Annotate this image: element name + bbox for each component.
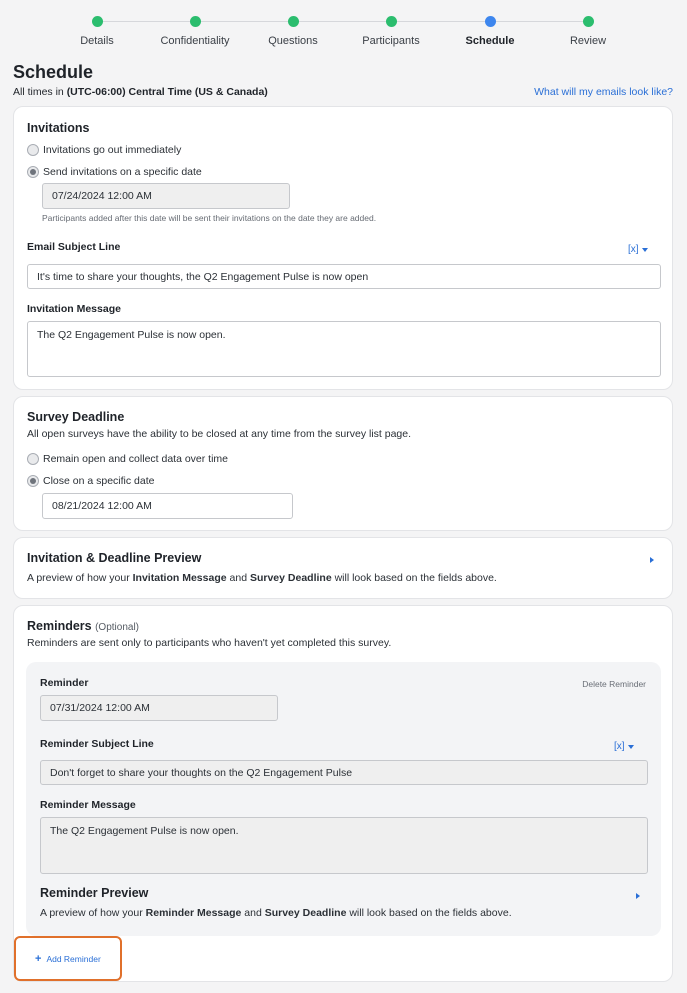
caret-down-icon — [642, 248, 648, 252]
invitation-message-label: Invitation Message — [27, 303, 121, 315]
timezone-value: (UTC-06:00) Central Time (US & Canada) — [66, 86, 268, 98]
email-subject-label: Email Subject Line — [27, 241, 121, 253]
radio-label: Remain open and collect data over time — [43, 453, 229, 465]
reminder-panel — [26, 662, 661, 936]
step-complete-dot — [386, 16, 397, 27]
invitation-deadline-preview-card[interactable] — [13, 537, 673, 599]
invitations-card — [13, 106, 673, 390]
step-participants[interactable] — [336, 16, 446, 47]
preview-desc-bold: Survey Deadline — [264, 907, 347, 919]
variable-icon: [x] — [628, 244, 639, 255]
optional-tag: (Optional) — [95, 622, 139, 633]
radio-close-specific-date[interactable] — [27, 475, 154, 487]
radio-button[interactable] — [27, 144, 39, 156]
preview-desc-text: A preview of how your — [27, 572, 133, 584]
preview-desc-text: and — [241, 907, 265, 919]
chevron-right-icon[interactable] — [650, 557, 654, 563]
survey-deadline-title: Survey Deadline — [27, 410, 125, 424]
preview-desc-text: and — [226, 572, 250, 584]
reminders-card — [13, 605, 673, 982]
preview-desc-bold: Reminder Message — [145, 907, 242, 919]
chevron-right-icon[interactable] — [636, 893, 640, 899]
page-title: Schedule — [13, 62, 94, 82]
reminder-message-textarea[interactable]: The Q2 Engagement Pulse is now open. — [40, 817, 648, 874]
invitation-date-input[interactable]: 07/24/2024 12:00 AM — [42, 183, 290, 209]
survey-deadline-card — [13, 396, 673, 531]
reminder-message-label: Reminder Message — [40, 799, 136, 811]
radio-label: Close on a specific date — [43, 475, 155, 487]
step-current-dot — [485, 16, 496, 27]
invitations-title: Invitations — [27, 121, 90, 135]
step-review[interactable] — [533, 16, 643, 47]
invitation-message-textarea[interactable]: The Q2 Engagement Pulse is now open. — [27, 321, 661, 377]
preview-desc-bold: Survey Deadline — [249, 572, 332, 584]
timezone-prefix: All times in — [13, 86, 67, 98]
reminder-subject-label: Reminder Subject Line — [40, 738, 154, 750]
radio-button-selected[interactable] — [27, 475, 39, 487]
radio-label: Send invitations on a specific date — [43, 166, 202, 178]
variable-icon: [x] — [614, 741, 625, 752]
deadline-date-input[interactable]: 08/21/2024 12:00 AM — [42, 493, 293, 519]
plus-icon: + — [35, 952, 42, 965]
preview-desc-text: A preview of how your — [40, 907, 146, 919]
add-reminder-button[interactable] — [14, 936, 122, 981]
survey-deadline-description: All open surveys have the ability to be closed at any time from the survey list page. — [27, 428, 412, 440]
reminders-title — [27, 619, 139, 633]
reminders-title-text: Reminders — [27, 619, 92, 633]
step-label: Questions — [268, 35, 318, 47]
add-reminder-label: Add Reminder — [46, 953, 101, 964]
preview-description — [27, 572, 497, 584]
reminder-preview-title[interactable]: Reminder Preview — [40, 886, 149, 900]
step-details[interactable] — [42, 16, 152, 47]
reminder-date-label: Reminder — [40, 677, 89, 689]
reminder-subject-input[interactable]: Don't forget to share your thoughts on the Q2 Engagement Pulse — [40, 760, 648, 785]
step-complete-dot — [190, 16, 201, 27]
timezone-note — [13, 86, 268, 98]
step-questions[interactable] — [238, 16, 348, 47]
delete-reminder-link[interactable]: Delete Reminder — [582, 679, 646, 689]
email-subject-input[interactable]: It's time to share your thoughts, the Q2 Engagement Pulse is now open — [27, 264, 661, 289]
step-label: Details — [80, 35, 114, 47]
preview-desc-text: will look based on the fields above. — [346, 907, 512, 919]
step-complete-dot — [288, 16, 299, 27]
preview-desc-text: will look based on the fields above. — [331, 572, 497, 584]
preview-title: Invitation & Deadline Preview — [27, 551, 202, 565]
email-preview-link[interactable]: What will my emails look like? — [534, 86, 673, 98]
radio-label: Invitations go out immediately — [43, 144, 182, 156]
step-label: Review — [569, 35, 607, 47]
reminders-description: Reminders are sent only to participants who haven't yet completed this survey. — [27, 637, 392, 649]
reminder-date-input[interactable]: 07/31/2024 12:00 AM — [40, 695, 278, 721]
radio-remain-open[interactable] — [27, 453, 228, 465]
invitation-date-helper: Participants added after this date will be sent their invitations on the date they are added. — [42, 213, 377, 223]
step-label: Participants — [362, 35, 420, 47]
insert-variable-button[interactable] — [628, 244, 648, 255]
radio-button[interactable] — [27, 453, 39, 465]
radio-invitations-immediate[interactable] — [27, 144, 181, 156]
caret-down-icon — [628, 745, 634, 749]
insert-variable-button[interactable] — [614, 741, 634, 752]
preview-desc-bold: Invitation Message — [132, 572, 227, 584]
step-complete-dot — [583, 16, 594, 27]
step-schedule[interactable] — [435, 16, 545, 47]
radio-button-selected[interactable] — [27, 166, 39, 178]
step-label: Schedule — [465, 35, 515, 47]
step-label: Confidentiality — [160, 35, 230, 47]
step-complete-dot — [92, 16, 103, 27]
reminder-preview-description — [40, 907, 512, 919]
radio-invitations-specific-date[interactable] — [27, 166, 202, 178]
progress-stepper — [0, 0, 687, 56]
step-confidentiality[interactable] — [140, 16, 250, 47]
